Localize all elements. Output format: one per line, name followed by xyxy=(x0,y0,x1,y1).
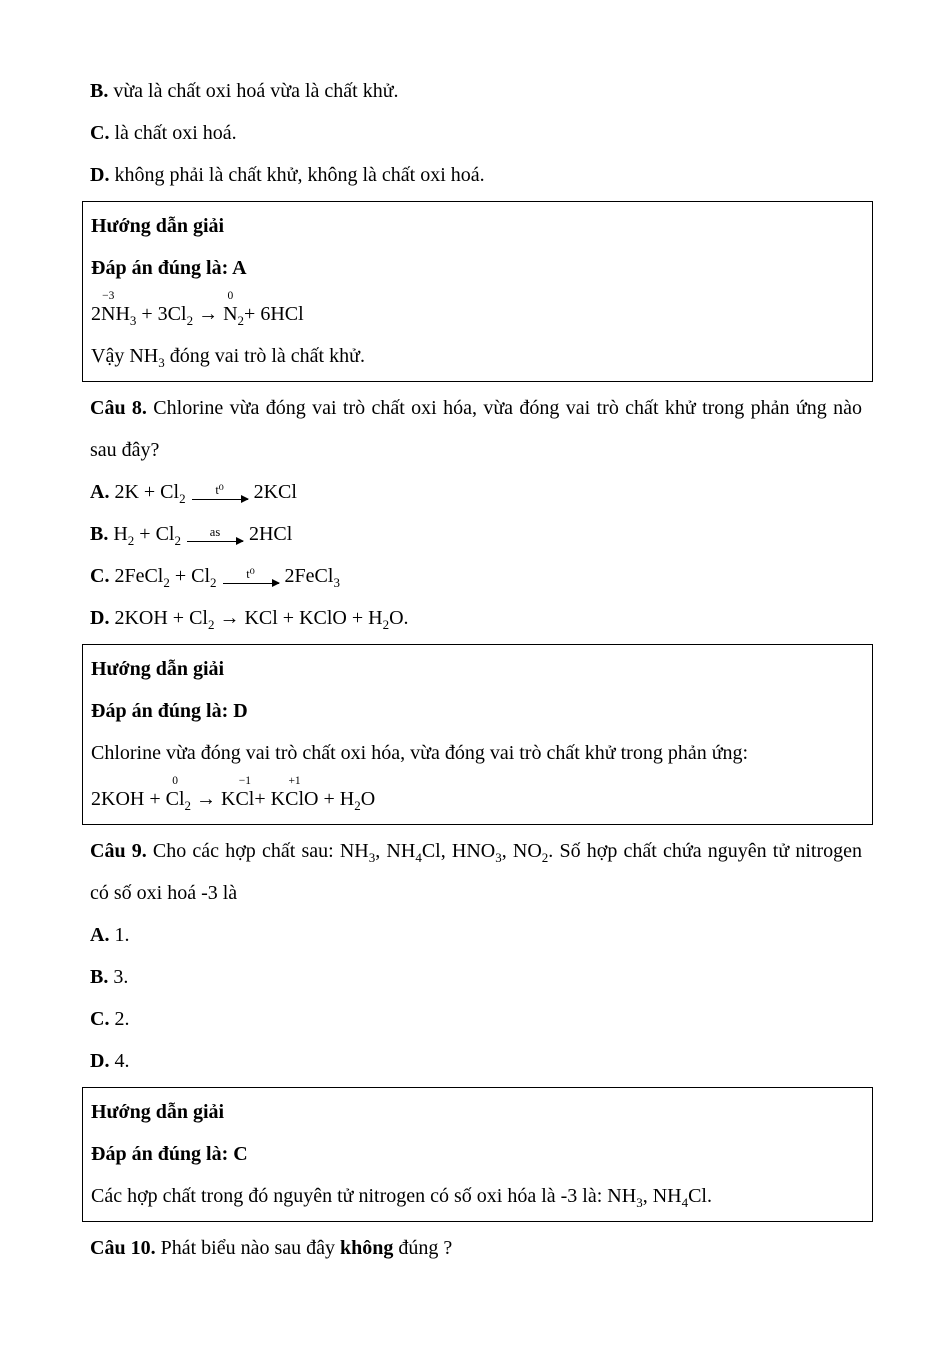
q9-option-d: D. 4. xyxy=(90,1050,130,1072)
solution-explanation: Các hợp chất trong đó nguyên tử nitrogen có số oxi hóa là -3 là: $NH_3$, $NH_4Cl$. xyxy=(91,1185,712,1210)
q8-option-a: A. $2K + Cl_2$ t⁰ 2KCl xyxy=(90,481,297,506)
q9-option-c: C. 2. xyxy=(90,1008,130,1030)
prev-option-c: C. là chất oxi hoá. xyxy=(90,122,237,144)
q8-option-b: B. $H_2 + Cl_2$ as 2HCl xyxy=(90,523,293,548)
solution-heading: Hướng dẫn giải xyxy=(91,215,225,237)
q8-option-c: C. 2FeCl$_2$ + $Cl_2$ t⁰ 2FeCl$_3$ xyxy=(90,565,340,590)
solution-box-1 xyxy=(82,201,873,382)
solution-note: Vậy $NH_3$ đóng vai trò là chất khử. xyxy=(91,345,365,370)
chemical-equation: 2KOH + 0 $Cl_2 \to K$ −1 Cl+ K +1 ClO + $H_2O$ xyxy=(91,775,376,813)
question-9-title: Câu 9. Cho các hợp chất sau: $NH_3$, $NH_4Cl$, $HNO_3$, $NO_2$. Số hợp chất chứa nguyên tử nitrogen có số oxi hoá -3 là xyxy=(90,840,863,904)
question-10-title: Câu 10. Phát biểu nào sau đây không đúng ? xyxy=(90,1237,453,1259)
prev-option-d: D. không phải là chất khử, không là chất oxi hoá. xyxy=(90,164,485,186)
prev-option-b: B. vừa là chất oxi hoá vừa là chất khử. xyxy=(90,80,399,102)
correct-answer: Đáp án đúng là: C xyxy=(91,1143,248,1165)
question-8-title: Câu 8. Chlorine vừa đóng vai trò chất oxi hóa, vừa đóng vai trò chất khử trong phản ứng nào sau đây? xyxy=(90,397,862,461)
solution-box-2 xyxy=(82,644,873,825)
q8-option-d: D. $2KOH + Cl_2$ → KCl + KClO + $H_2O$. xyxy=(90,607,409,632)
solution-explanation: Chlorine vừa đóng vai trò chất oxi hóa, vừa đóng vai trò chất khử trong phản ứng: xyxy=(91,742,749,764)
chemical-equation: 2 −3 $NH_3 + 3Cl_2$ → 0 $N_2+ 6HCl$ xyxy=(91,290,304,328)
correct-answer: Đáp án đúng là: A xyxy=(91,257,247,279)
solution-heading: Hướng dẫn giải xyxy=(91,658,225,680)
solution-heading: Hướng dẫn giải xyxy=(91,1101,225,1123)
q9-option-b: B. 3. xyxy=(90,966,129,988)
correct-answer: Đáp án đúng là: D xyxy=(91,700,248,722)
q9-option-a: A. 1. xyxy=(90,924,130,946)
solution-box-3 xyxy=(82,1087,873,1222)
